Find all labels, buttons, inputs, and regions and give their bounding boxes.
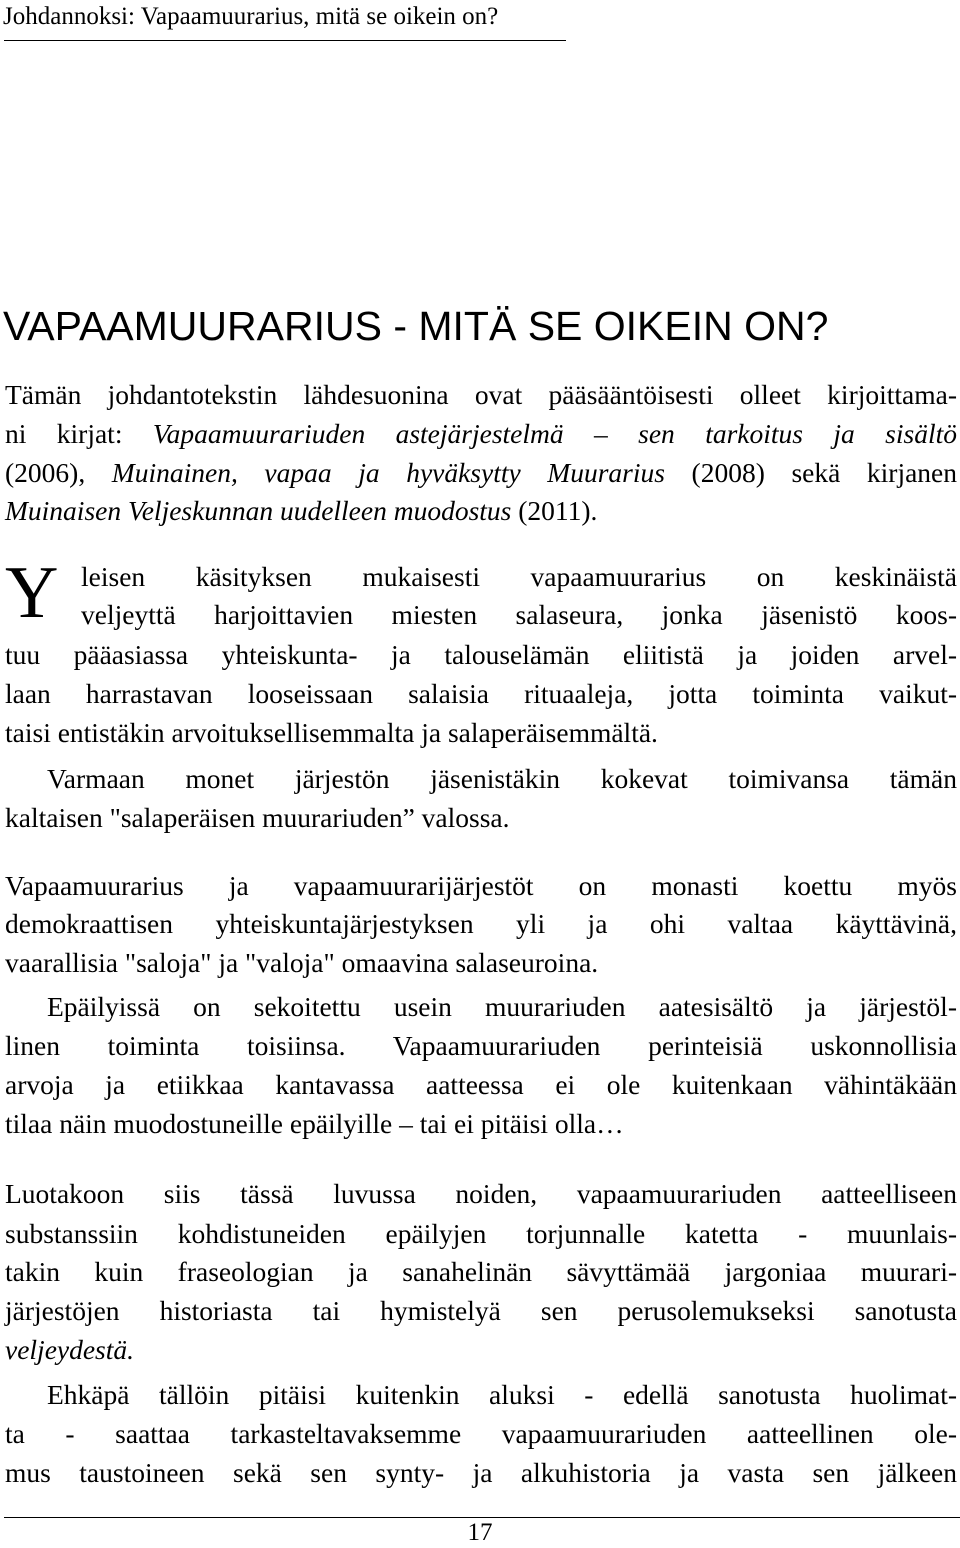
body-line: Ehkäpä tällöin pitäisi kuitenkin aluksi - edellä sanotusta huolimat-	[47, 1379, 957, 1410]
body-line: Luotakoon siis tässä luvussa noiden, vapaamuurariuden aatteelliseen	[5, 1178, 957, 1209]
body-line: järjestöjen historiasta tai hymistelyä sen perusolemukseksi sanotusta	[5, 1295, 957, 1326]
chapter-title: VAPAAMUURARIUS - MITÄ SE OIKEIN ON?	[3, 303, 829, 349]
body-line: kaltaisen "salaperäisen muurariuden” valossa.	[5, 802, 510, 833]
body-line: substanssiin kohdistuneiden epäilyjen torjunnalle katetta - muunlais-	[5, 1218, 957, 1249]
intro-line: (2006), Muinainen, vapaa ja hyväksytty Muurarius (2008) sekä kirjanen	[5, 457, 958, 488]
body-line: vaarallisia "saloja" ja "valoja" omaavina salaseuroina.	[5, 947, 599, 978]
body-line: veljeyttä harjoittavien miesten salaseura, jonka jäsenistö koos-	[81, 599, 957, 630]
body-line: taisi entistäkin arvoituksellisemmalta ja salaperäisemmältä.	[5, 717, 658, 748]
header-rule	[4, 40, 566, 41]
body-line: Epäilyissä on sekoitettu usein muurariuden aatesisältö ja järjestöl-	[47, 991, 957, 1022]
intro-line: Tämän johdantotekstin lähdesuonina ovat pääsääntöisesti olleet kirjoittama-	[5, 379, 957, 410]
body-line: takin kuin fraseologian ja sanahelinän sävyttämää jargoniaa muurari-	[5, 1256, 957, 1287]
intro-line: ni kirjat: Vapaamuurariuden astejärjestelmä – sen tarkoitus ja sisältö	[5, 418, 957, 449]
body-line: tilaa näin muodostuneille epäilyille – tai ei pitäisi olla…	[5, 1108, 624, 1139]
body-line: leisen käsityksen mukaisesti vapaamuurarius on keskinäistä	[81, 561, 957, 592]
running-header: Johdannoksi: Vapaamuurarius, mitä se oikein on?	[3, 3, 499, 30]
drop-cap: Y	[5, 552, 59, 634]
body-line: ta - saattaa tarkasteltavaksemme vapaamuurariuden aatteellinen ole-	[5, 1418, 957, 1449]
body-line: arvoja ja etiikkaa kantavassa aatteessa ei ole kuitenkaan vähintäkään	[5, 1069, 957, 1100]
body-line: Vapaamuurarius ja vapaamuurarijärjestöt on monasti koettu myös	[5, 870, 957, 901]
body-line: veljeydestä.	[5, 1334, 135, 1365]
body-line: tuu pääasiassa yhteiskunta- ja talouselämän eliitistä ja joiden arvel-	[5, 639, 957, 670]
body-line: demokraattisen yhteiskuntajärjestyksen yli ja ohi valtaa käyttävinä,	[5, 908, 957, 939]
intro-line: Muinaisen Veljeskunnan uudelleen muodostus (2011).	[5, 495, 598, 526]
body-line: linen toiminta toisiinsa. Vapaamuurariuden perinteisiä uskonnollisia	[5, 1030, 957, 1061]
body-line: Varmaan monet järjestön jäsenistäkin kokevat toimivansa tämän	[47, 763, 957, 794]
body-line: mus taustoineen sekä sen synty- ja alkuhistoria ja vasta sen jälkeen	[5, 1457, 957, 1488]
body-line: laan harrastavan looseissaan salaisia rituaaleja, jotta toiminta vaikut-	[5, 678, 957, 709]
page-number: 17	[467, 1519, 493, 1546]
